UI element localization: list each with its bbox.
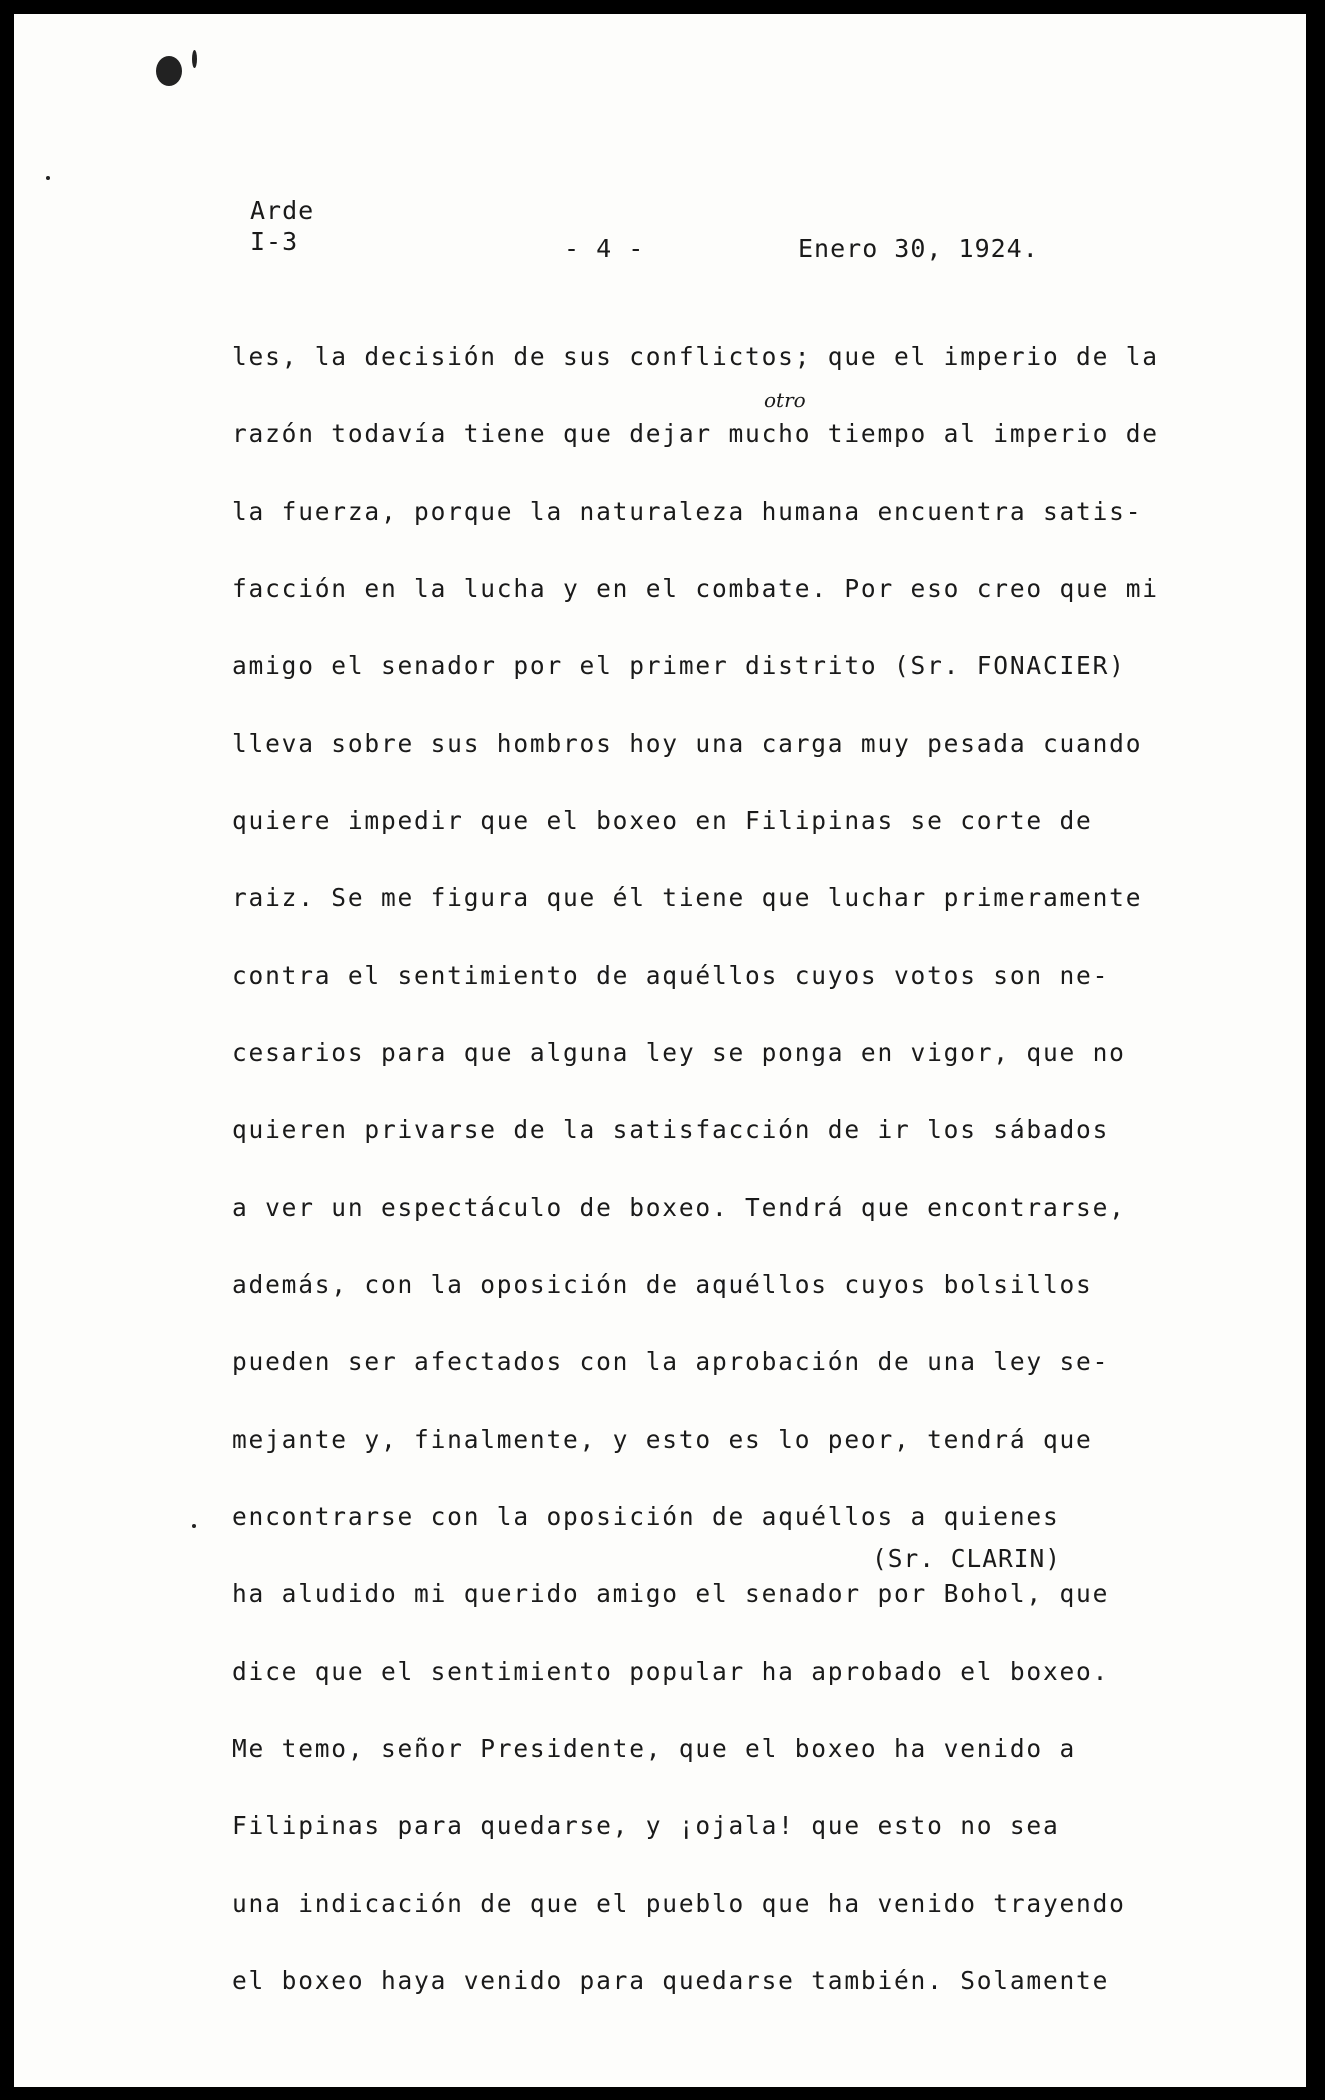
text-line: mejante y, finalmente, y esto es lo peor, tendrá que — [232, 1425, 1093, 1454]
text-line: quiere impedir que el boxeo en Filipinas se corte de — [232, 806, 1093, 835]
text-line: encontrarse con la oposición de aquéllos a quienes — [232, 1502, 1060, 1531]
interlinear-insert: otro — [764, 388, 806, 412]
margin-note: (Sr. CLARIN) — [872, 1544, 1062, 1573]
text-line: el boxeo haya venido para quedarse también. Solamente — [232, 1966, 1110, 1995]
text-line: razón todavía tiene que dejar mucho tiempo al imperio de — [232, 419, 1159, 448]
text-line: Filipinas para quedarse, y ¡ojala! que esto no sea — [232, 1811, 1060, 1840]
text-line: facción en la lucha y en el combate. Por eso creo que mi — [232, 574, 1159, 603]
text-line: además, con la oposición de aquéllos cuyos bolsillos — [232, 1270, 1093, 1299]
ink-speck — [192, 50, 197, 68]
text-line: quieren privarse de la satisfacción de ir los sábados — [232, 1115, 1110, 1144]
text-line: les, la decisión de sus conflictos; que el imperio de la — [232, 342, 1159, 371]
document-date: Enero 30, 1924. — [798, 234, 1039, 263]
text-line: la fuerza, porque la naturaleza humana encuentra satis- — [232, 497, 1143, 526]
text-line: pueden ser afectados con la aprobación de una ley se- — [232, 1347, 1110, 1376]
ink-speck — [46, 176, 50, 180]
ink-blot — [156, 56, 182, 86]
text-line: una indicación de que el pueblo que ha venido trayendo — [232, 1889, 1126, 1918]
text-line: lleva sobre sus hombros hoy una carga muy pesada cuando — [232, 729, 1143, 758]
text-line: contra el sentimiento de aquéllos cuyos votos son ne- — [232, 961, 1110, 990]
text-line: a ver un espectáculo de boxeo. Tendrá que encontrarse, — [232, 1193, 1126, 1222]
text-line: ha aludido mi querido amigo el senador por Bohol, que — [232, 1579, 1110, 1608]
text-line: Me temo, señor Presidente, que el boxeo ha venido a — [232, 1734, 1077, 1763]
text-line: cesarios para que alguna ley se ponga en vigor, que no — [232, 1038, 1126, 1067]
text-line: amigo el senador por el primer distrito (Sr. FONACIER) — [232, 651, 1126, 680]
text-line: dice que el sentimiento popular ha aprobado el boxeo. — [232, 1657, 1110, 1686]
document-code — [250, 196, 314, 256]
ink-speck — [192, 1524, 196, 1528]
text-line: raiz. Se me figura que él tiene que luchar primeramente — [232, 883, 1143, 912]
document-page — [14, 14, 1306, 2087]
document-code-line-2: I-3 — [250, 227, 299, 256]
document-code-line-1: Arde — [250, 196, 315, 225]
page-number: - 4 - — [564, 234, 645, 263]
